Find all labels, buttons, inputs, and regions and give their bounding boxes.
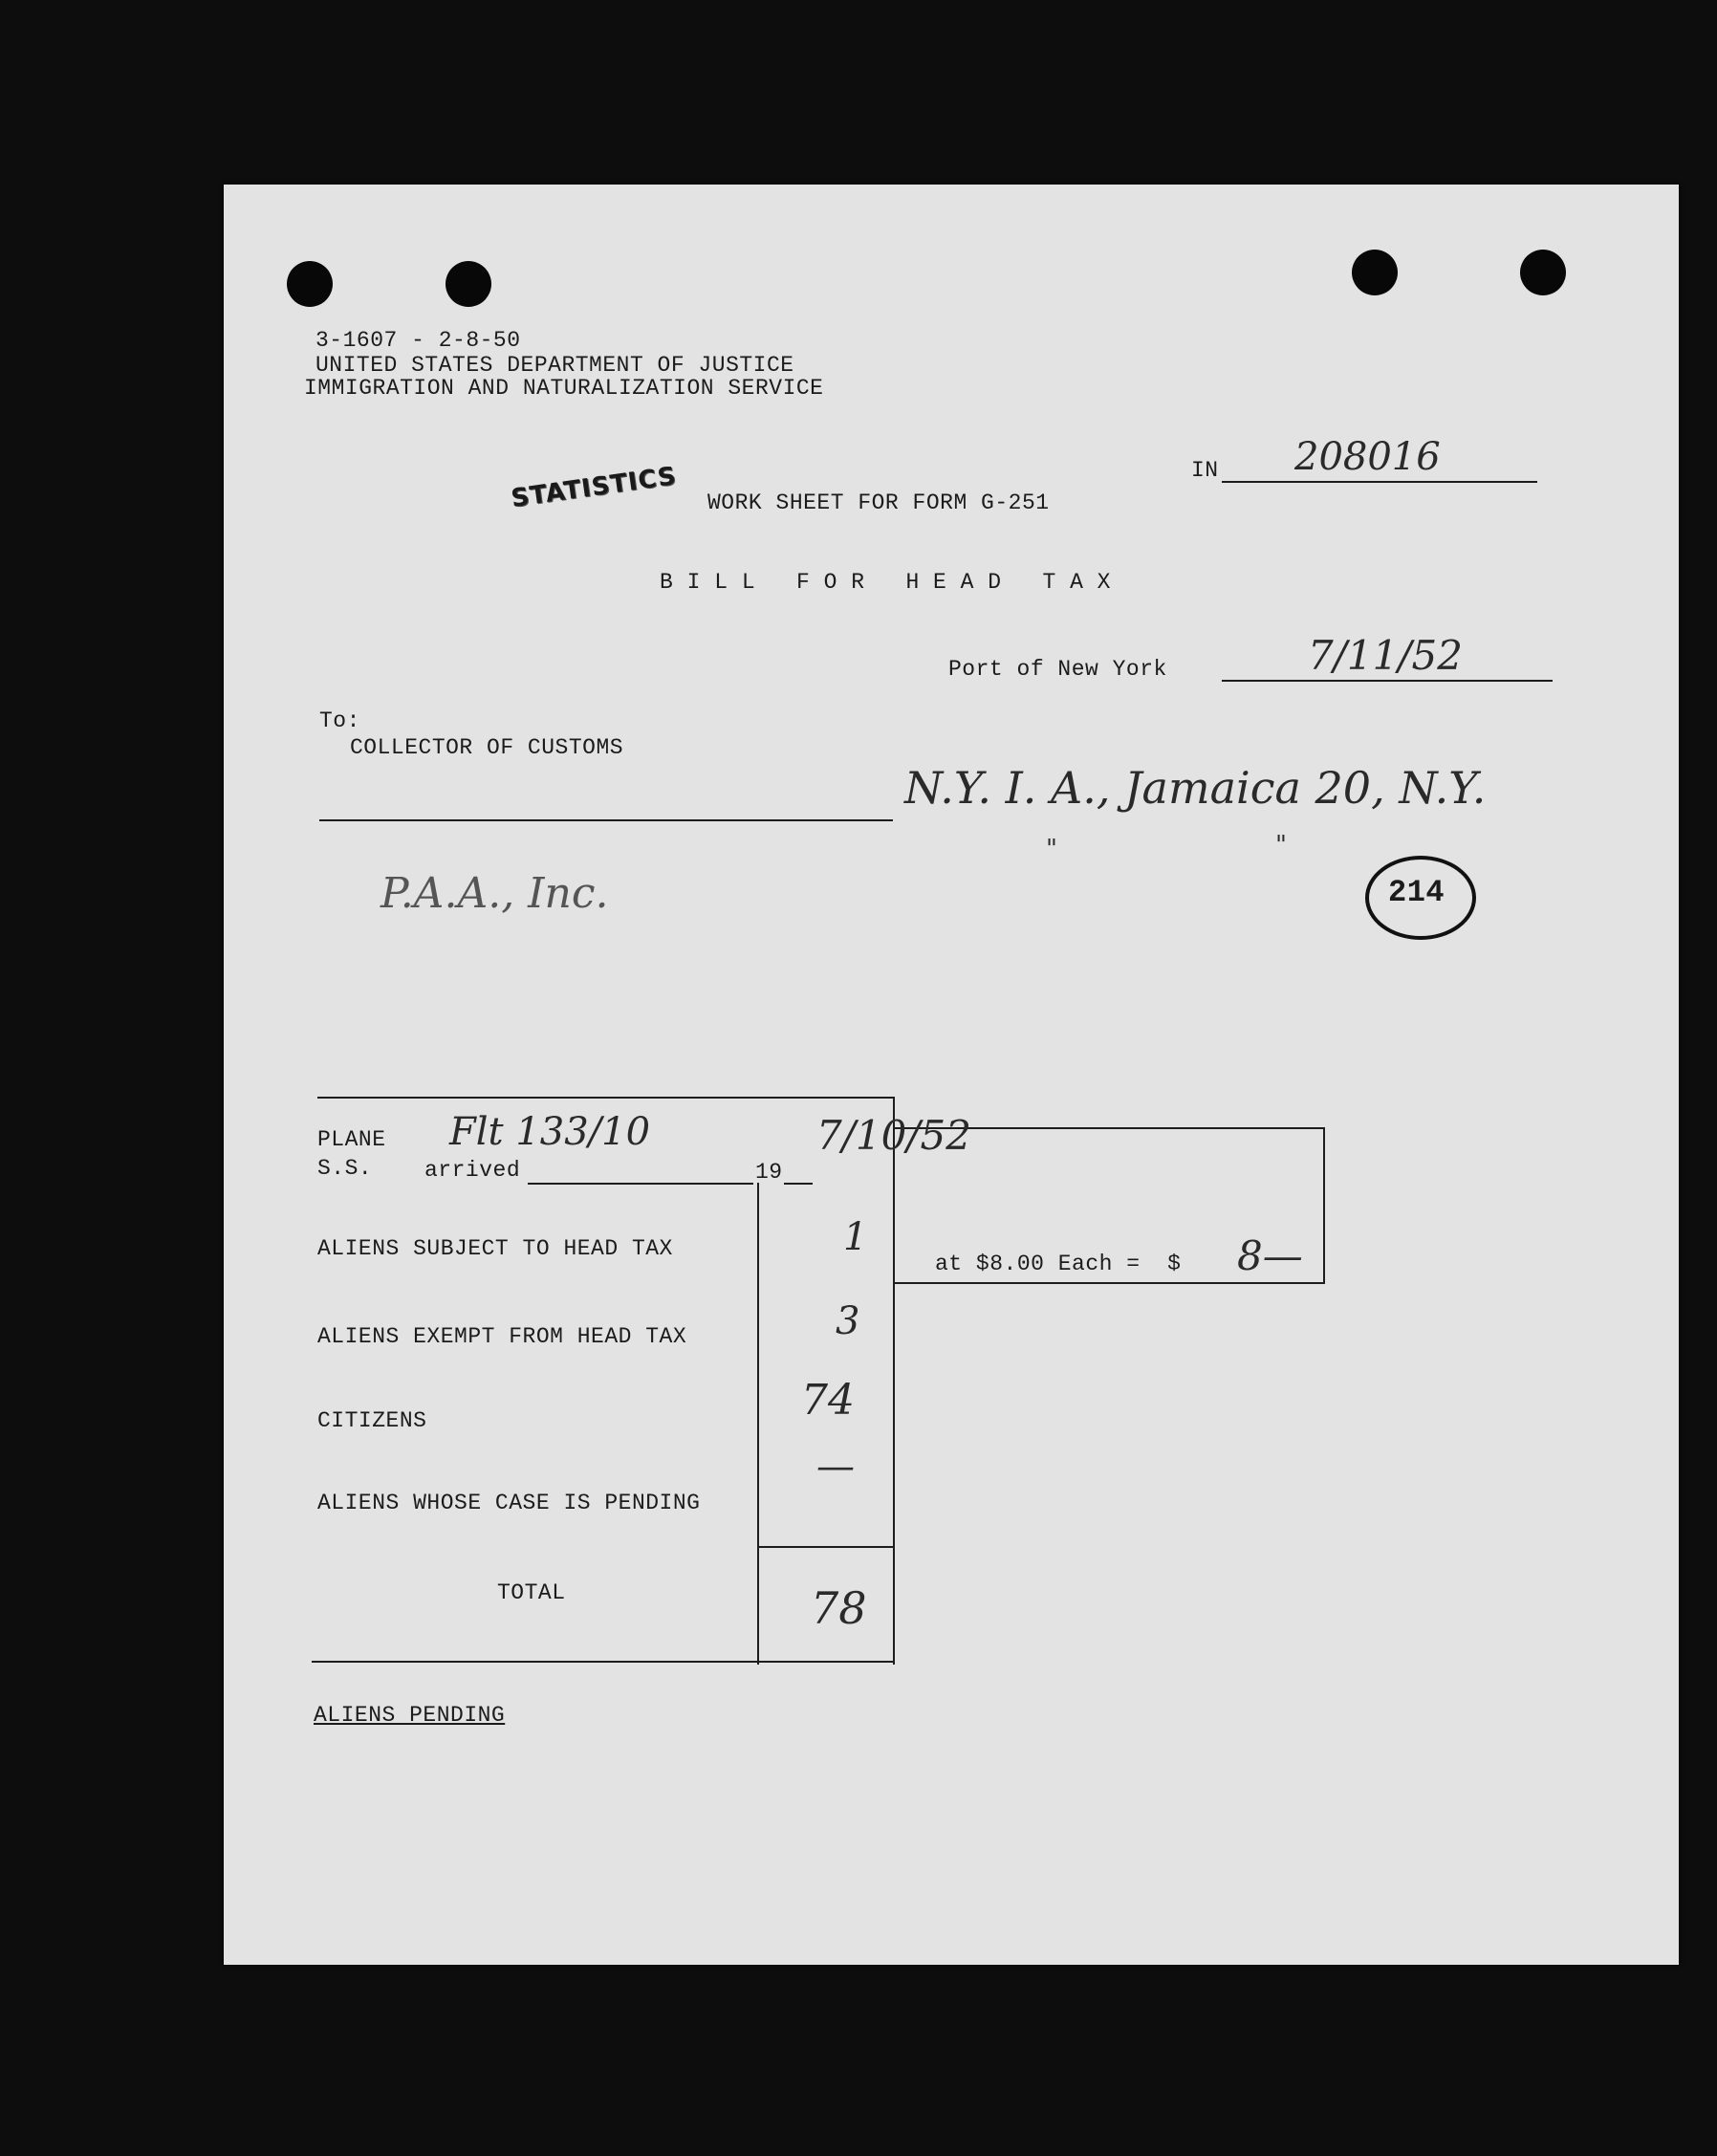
total-label: TOTAL (497, 1580, 566, 1605)
ditto-mark: " (1046, 835, 1057, 863)
rate-box-bottom (893, 1282, 1325, 1284)
addressee-line (319, 819, 893, 821)
circled-number: 214 (1388, 875, 1445, 910)
statistics-stamp: STATISTICS (509, 462, 679, 513)
form-title: WORK SHEET FOR FORM G-251 (707, 490, 1050, 515)
punch-hole (1352, 250, 1398, 295)
form-number: 3-1607 - 2-8-50 (315, 328, 521, 353)
table-top-line (317, 1097, 893, 1099)
row-label-aliens-pending: ALIENS WHOSE CASE IS PENDING (317, 1491, 701, 1515)
plane-label: PLANE (317, 1127, 386, 1152)
year-prefix: 19 (755, 1160, 783, 1185)
collector-of-customs: COLLECTOR OF CUSTOMS (350, 735, 624, 760)
row-value-aliens-subject: 1 (843, 1215, 868, 1259)
arrival-date-handwriting: 7/10/52 (816, 1112, 971, 1159)
row-label-aliens-subject: ALIENS SUBJECT TO HEAD TAX (317, 1236, 673, 1261)
tax-amount: 8— (1237, 1232, 1303, 1279)
to-label: To: (319, 708, 360, 733)
flight-handwriting: Flt 133/10 (449, 1110, 651, 1154)
row-value-aliens-pending: — (816, 1445, 855, 1489)
table-bottom-line (312, 1661, 895, 1663)
punch-hole (287, 261, 333, 307)
arrived-line (528, 1183, 753, 1185)
in-number-line (1222, 481, 1537, 483)
arrived-label: arrived (424, 1158, 521, 1183)
port-label: Port of New York (948, 657, 1167, 682)
row-label-citizens: CITIZENS (317, 1408, 427, 1433)
carrier-handwriting: P.A.A., Inc. (380, 869, 609, 918)
ditto-mark: " (1275, 831, 1287, 860)
row-value-citizens: 74 (801, 1376, 855, 1425)
port-date: 7/11/52 (1308, 632, 1463, 679)
rate-text: at $8.00 Each = $ (935, 1252, 1182, 1276)
document-page (224, 185, 1679, 1965)
bill-title: B I L L F O R H E A D T A X (660, 570, 1111, 595)
ss-label: S.S. (317, 1156, 373, 1181)
year-line (784, 1183, 813, 1185)
rate-box-right (1323, 1127, 1325, 1284)
in-label: IN (1191, 458, 1219, 483)
aliens-pending-heading: ALIENS PENDING (314, 1703, 506, 1728)
column-right-line (893, 1097, 895, 1665)
addressee-handwriting: N.Y. I. A., Jamaica 20, N.Y. (904, 762, 1487, 814)
department-name: UNITED STATES DEPARTMENT OF JUSTICE (315, 353, 794, 378)
service-name: IMMIGRATION AND NATURALIZATION SERVICE (304, 376, 824, 401)
punch-hole (1520, 250, 1566, 295)
port-date-line (1222, 680, 1553, 682)
total-divider-line (757, 1546, 895, 1548)
column-left-line (757, 1183, 759, 1665)
row-value-aliens-exempt: 3 (836, 1299, 860, 1343)
in-number: 208016 (1294, 435, 1441, 479)
total-value: 78 (811, 1582, 867, 1634)
punch-hole (446, 261, 491, 307)
row-label-aliens-exempt: ALIENS EXEMPT FROM HEAD TAX (317, 1324, 687, 1349)
